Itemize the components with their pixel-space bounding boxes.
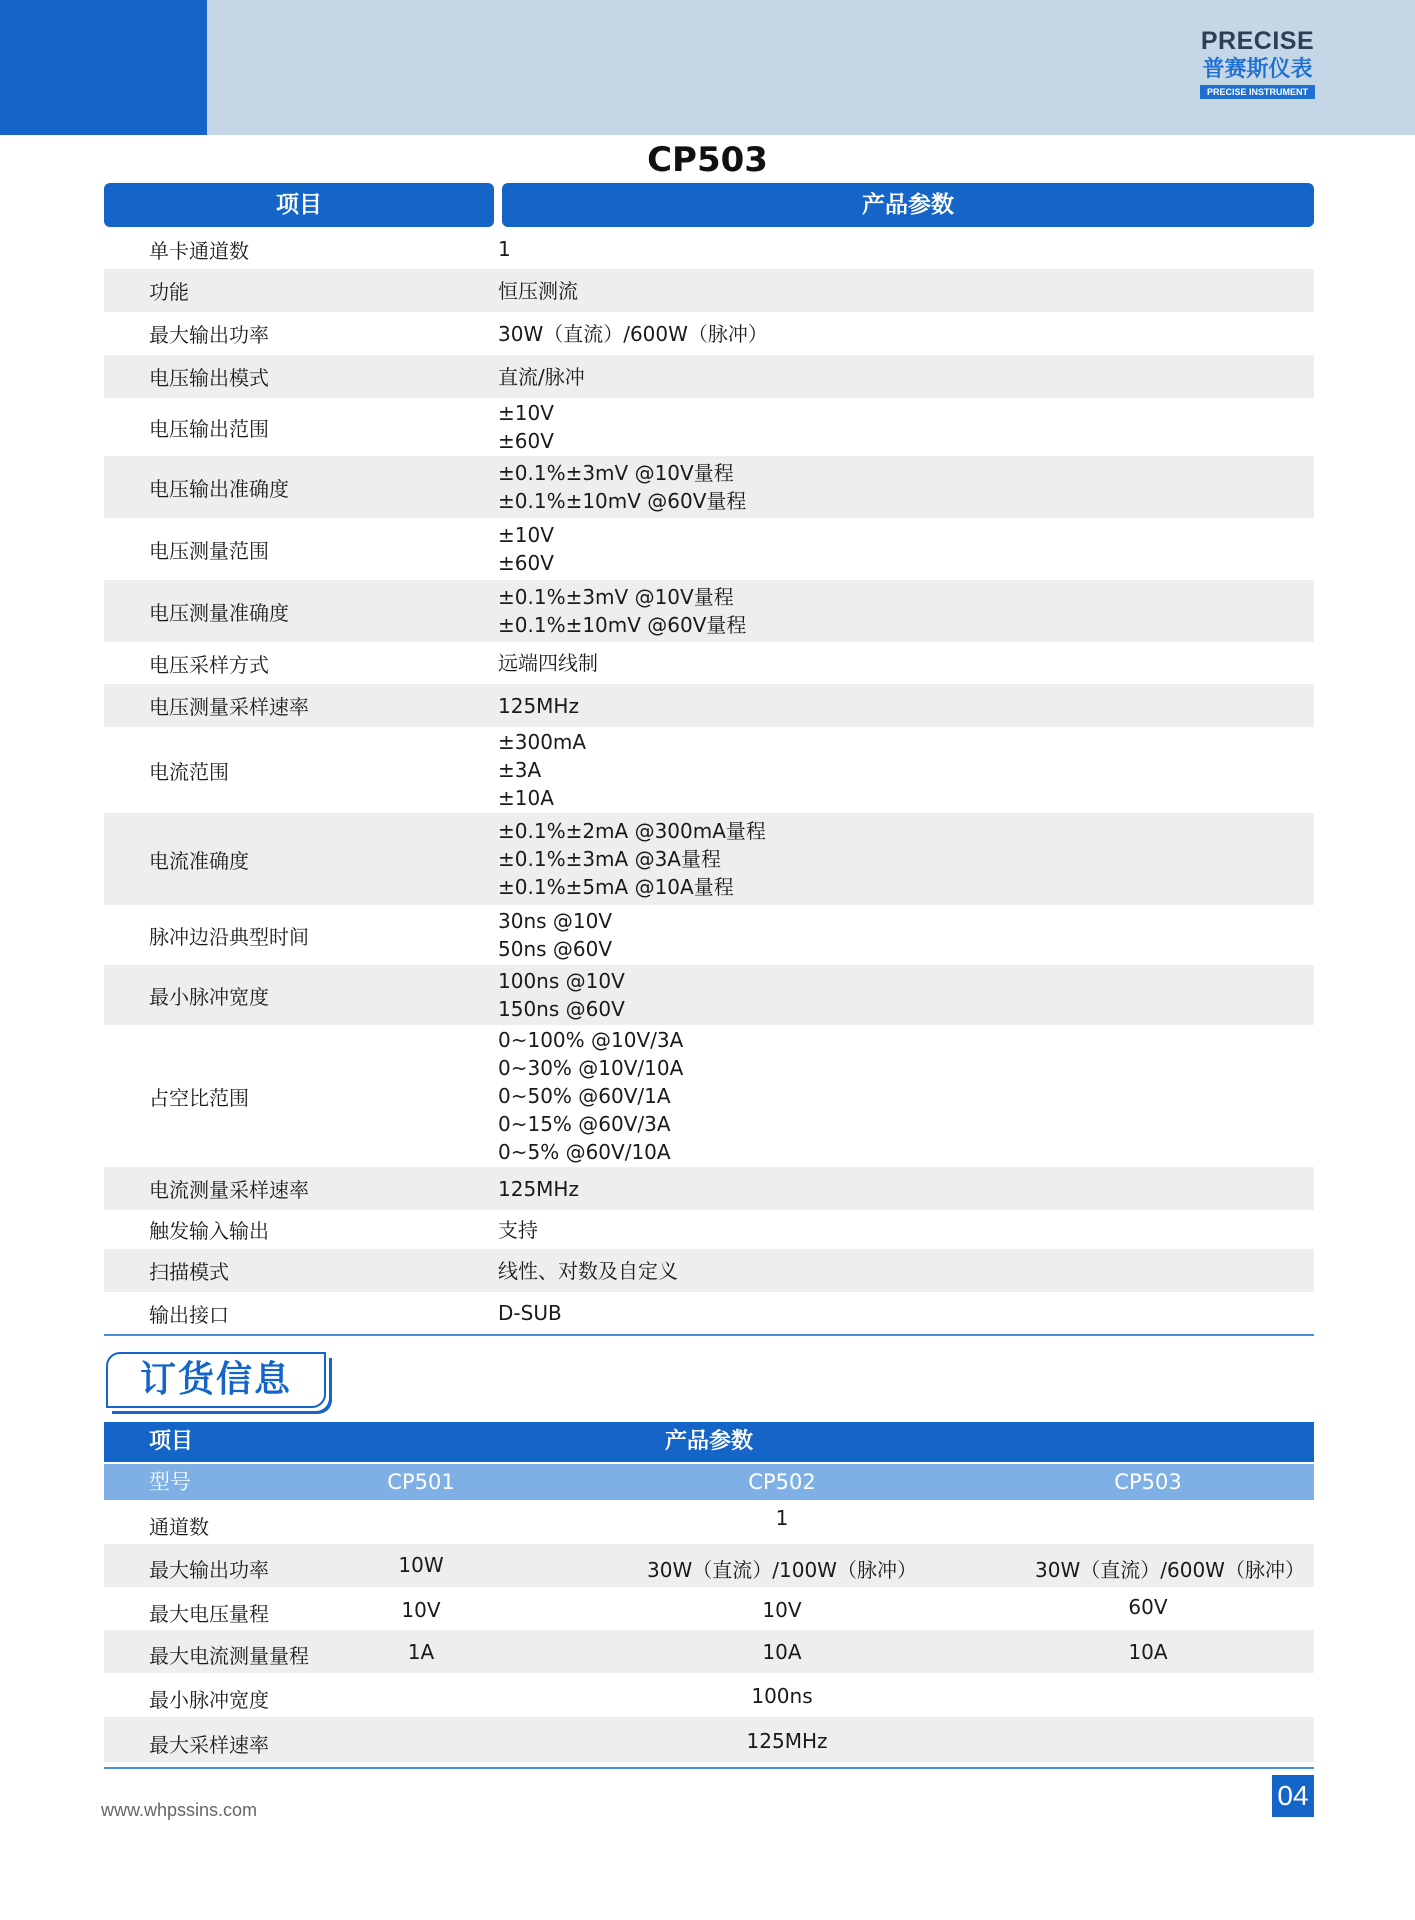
spec-label: 电压输出模式 — [149, 366, 269, 390]
spec-row — [104, 813, 1314, 905]
brand-subtitle: PRECISE INSTRUMENT — [1200, 85, 1315, 99]
spec-row — [104, 312, 1314, 355]
spec-row — [104, 1210, 1314, 1249]
order-row-value: 10V — [401, 1598, 441, 1622]
spec-row — [104, 229, 1314, 269]
spec-label: 触发输入输出 — [149, 1219, 269, 1243]
spec-value: ±0.1%±3mV @10V量程 ±0.1%±10mV @60V量程 — [498, 585, 747, 637]
spec-label: 电压采样方式 — [149, 652, 269, 677]
spec-value: 30ns @10V 50ns @60V — [498, 909, 613, 961]
order-row-value: 1A — [407, 1640, 435, 1664]
spec-row — [104, 580, 1314, 642]
order-row-shared-value: 1 — [775, 1506, 789, 1530]
spec-label: 电压测量范围 — [149, 538, 269, 563]
spec-row — [104, 269, 1314, 312]
spec-label: 输出接口 — [149, 1302, 229, 1327]
spec-label: 电流范围 — [149, 759, 229, 784]
spec-row — [104, 355, 1314, 398]
order-header-item: 项目 — [149, 1429, 194, 1454]
spec-value: ±0.1%±3mV @10V量程 ±0.1%±10mV @60V量程 — [498, 461, 747, 513]
order-model-cp503: CP503 — [1114, 1470, 1182, 1494]
spec-value: 0~100% @10V/3A 0~30% @10V/10A 0~50% @60V/1A 0~15% @60V/3A 0~5% @60V/10A — [498, 1028, 684, 1164]
order-row-value: 10A — [762, 1640, 802, 1664]
order-row-shared-value: 125MHz — [746, 1729, 828, 1753]
spec-value: 恒压测流 — [498, 278, 578, 303]
order-row-label: 最大电压量程 — [149, 1602, 269, 1626]
order-row-label: 最大输出功率 — [149, 1558, 269, 1582]
spec-label: 扫描模式 — [149, 1260, 229, 1284]
order-row — [104, 1544, 1314, 1587]
spec-header-item: 项目 — [104, 183, 494, 227]
footer-url: www.whpssins.com — [101, 1800, 258, 1820]
spec-value: 30W（直流）/600W（脉冲） — [498, 321, 768, 346]
spec-row — [104, 398, 1314, 456]
order-row-shared-value: 100ns — [751, 1684, 813, 1708]
spec-value: D-SUB — [498, 1301, 562, 1325]
spec-label: 单卡通道数 — [149, 238, 249, 263]
spec-value: 远端四线制 — [498, 651, 598, 675]
order-row-label: 最小脉冲宽度 — [149, 1688, 269, 1712]
spec-label: 占空比范围 — [149, 1085, 249, 1110]
spec-label: 最大输出功率 — [149, 323, 269, 347]
order-model-row — [104, 1464, 1314, 1500]
order-row-label: 最大电流测量量程 — [149, 1644, 309, 1668]
page-number: 04 — [1272, 1775, 1314, 1817]
spec-row — [104, 905, 1314, 965]
spec-value: ±300mA ±3A ±10A — [498, 730, 587, 810]
order-header-params: 产品参数 — [664, 1429, 753, 1454]
order-model-cp501: CP501 — [387, 1470, 455, 1494]
spec-label: 电压测量采样速率 — [149, 695, 309, 719]
order-row-value: 10V — [762, 1598, 802, 1622]
spec-row — [104, 1025, 1314, 1167]
order-row — [104, 1587, 1314, 1630]
spec-value: 100ns @10V 150ns @60V — [498, 969, 625, 1021]
spec-label: 电流测量采样速率 — [149, 1178, 309, 1202]
spec-row — [104, 1292, 1314, 1336]
order-row-label: 最大采样速率 — [149, 1733, 269, 1757]
product-title: CP503 — [647, 140, 768, 180]
brand-logo — [1200, 26, 1315, 99]
order-row-label: 通道数 — [149, 1515, 209, 1539]
spec-row — [104, 1167, 1314, 1210]
header-accent-block — [0, 0, 207, 135]
spec-row — [104, 456, 1314, 518]
order-row-value: 60V — [1128, 1595, 1168, 1619]
spec-label: 功能 — [149, 280, 189, 304]
brand-name-en: PRECISE — [1200, 27, 1315, 55]
spec-row — [104, 518, 1314, 580]
spec-row — [104, 684, 1314, 727]
order-model-cp502: CP502 — [748, 1470, 816, 1494]
order-model-label: 型号 — [149, 1470, 191, 1494]
spec-row — [104, 642, 1314, 684]
spec-value: ±10V ±60V — [498, 401, 554, 453]
order-row — [104, 1673, 1314, 1717]
spec-value: 1 — [498, 237, 511, 261]
spec-table — [104, 229, 1314, 1336]
spec-label: 电流准确度 — [149, 848, 249, 873]
spec-label: 电压输出准确度 — [149, 476, 289, 501]
order-row-value: 10A — [1128, 1640, 1168, 1664]
spec-label: 电压测量准确度 — [149, 600, 289, 625]
order-row — [104, 1500, 1314, 1544]
order-table-bottom-rule — [104, 1767, 1314, 1769]
spec-label: 脉冲边沿典型时间 — [149, 924, 309, 949]
spec-label: 最小脉冲宽度 — [149, 984, 269, 1009]
order-row-value: 10W — [398, 1553, 444, 1577]
order-row-value: 30W（直流）/600W（脉冲） — [1035, 1558, 1305, 1582]
spec-header-params: 产品参数 — [502, 183, 1314, 227]
spec-row — [104, 727, 1314, 813]
spec-label: 电压输出范围 — [149, 416, 269, 441]
order-header — [104, 1422, 1314, 1462]
spec-value: 支持 — [498, 1217, 538, 1242]
brand-name-cn: 普赛斯仪表 — [1202, 57, 1313, 82]
spec-value: 直流/脉冲 — [498, 364, 585, 389]
spec-row — [104, 965, 1314, 1025]
spec-row — [104, 1249, 1314, 1292]
order-row — [104, 1717, 1314, 1762]
order-row-value: 30W（直流）/100W（脉冲） — [647, 1558, 917, 1582]
spec-value: ±10V ±60V — [498, 523, 554, 575]
order-table — [104, 1422, 1314, 1762]
spec-value: 125MHz — [498, 693, 579, 718]
spec-value: ±0.1%±2mA @300mA量程 ±0.1%±3mA @3A量程 ±0.1%±5mA @10A量程 — [498, 819, 766, 899]
spec-value: 线性、对数及自定义 — [498, 1258, 678, 1283]
order-row — [104, 1630, 1314, 1673]
spec-value: 125MHz — [498, 1176, 579, 1201]
order-section-title: 订货信息 — [106, 1352, 326, 1408]
